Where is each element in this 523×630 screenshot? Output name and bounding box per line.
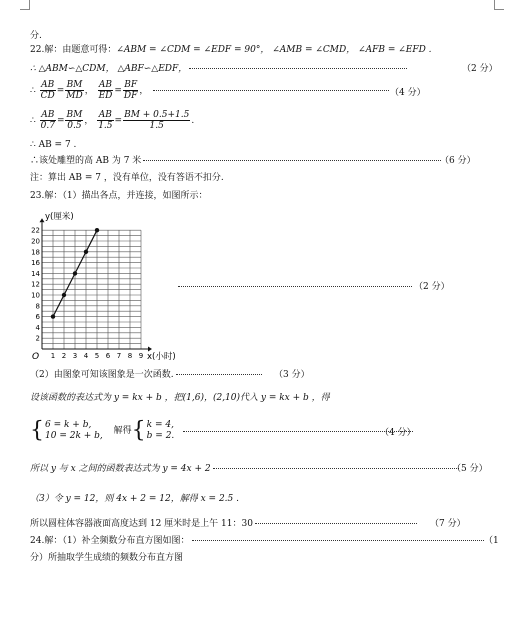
dotted-leader [143,160,441,161]
y-tick-label: 12 [31,280,40,289]
dotted-leader [213,468,459,469]
data-point [84,250,88,254]
data-point [62,293,66,297]
q23-score-2: （2 分） [414,282,450,292]
crop-mark-top-right [494,0,504,10]
top-fragment: 分. [30,31,42,41]
x-tick-label: 7 [116,352,122,360]
solve-word: 解得 [113,425,132,436]
y-tick-label: 16 [31,259,40,268]
q22-note: 注：算出 AB = 7 ，没有单位，没有答语不扣分. [30,173,224,183]
q23-score-5: （5 分） [452,464,488,474]
q22-angles: ∠ABM = ∠CDM = ∠EDF = 90°， ∠AMB = ∠CMD， ∠AFB = ∠EFD . [116,45,432,55]
q23-function: 所以 y 与 x 之间的函数表达式为 y = 4x + 2 [30,464,211,474]
frac-bf-df: $\frac{BF}{DF}$ [123,80,138,101]
q23-line4 [30,463,461,476]
frac-ab-ed: $\frac{AB}{ED}$ [98,80,113,101]
x-tick-label: 1 [50,352,56,360]
x-tick-label: 9 [138,352,144,360]
crop-mark-top-left [20,0,30,10]
q22-line2 [30,63,409,76]
x-tick-label: 3 [72,352,78,360]
y-tick-label: 18 [31,248,40,257]
q22-intro: 22.解：由题意可得： [30,45,117,55]
dotted-leader [176,374,262,375]
q24-line2: 分）所抽取学生成绩的频数分布直方图 [30,553,184,563]
q23-line3: 设该函数的表达式为 y = kx + b ，把(1,6)，(2,10)代入 y = kx + b ，得 [30,393,330,403]
q22-line3: ∴ $\frac{AB}{CD}$ = $\frac{BM}{MD}$ ， $\frac{AB}{ED}$ = $\frac{BF}{DF}$ ， [30,80,391,101]
y-tick-label: 2 [35,334,40,343]
q22-similar: ∴ △ABM∽△CDM， △ABF∽△EDF， [30,64,188,74]
dotted-leader [178,286,412,287]
dotted-leader [153,90,389,91]
y-tick-label: 8 [35,302,40,311]
q22-line6 [30,155,443,168]
x-axis-label: x(小时) [147,352,176,362]
x-tick-label: 8 [127,352,133,360]
y-tick-label: 4 [35,323,40,332]
frac-bm-05: $\frac{BM}{0.5}$ [66,110,83,131]
y-tick-label: 6 [35,313,40,322]
chart-axes [40,218,153,351]
dotted-leader [189,68,407,69]
frac-ab-15: $\frac{AB}{1.5}$ [98,110,113,131]
q23-score-4: （4 分） [380,428,416,438]
x-tick-label: 2 [61,352,67,360]
y-tick-label: 14 [31,269,40,278]
q23-score-3: （3 分） [274,370,310,380]
solution-system: k = 4, b = 2. [146,420,175,441]
x-axis-arrow [148,347,152,352]
q23-line6 [30,518,419,531]
q22-line5: ∴ AB = 7 . [30,140,77,150]
dotted-leader [192,540,484,541]
q23-line2 [30,369,264,382]
q22-score-4: （4 分） [390,88,426,98]
q22-line4: ∴ $\frac{AB}{0.7}$ = $\frac{BM}{0.5}$ ， $\frac{AB}{1.5}$ = $\frac{BM + 0.5+1.5}{1.5}$ . [30,110,195,131]
frac-bm-md: $\frac{BM}{MD}$ [66,80,83,101]
data-point [73,271,77,275]
q23-line5: （3）令 y = 12，则 4x + 2 = 12，解得 x = 2.5 . [30,494,239,504]
q23-conclusion: 所以圆柱体容器液面高度达到 12 厘米时是上午 11：30 [30,519,253,529]
y-axis-label: y(厘米) [45,212,74,222]
q24-line1 [30,535,486,548]
q23-score-7: （7 分） [430,519,466,529]
x-tick-label: 6 [105,352,111,360]
data-point [95,228,99,232]
q22-score-6: （6 分） [440,156,476,166]
x-tick-label: 4 [83,352,89,360]
dotted-leader [183,431,413,432]
graph-leader [176,281,414,294]
dotted-leader [255,523,417,524]
q24-part1: 24.解：（1）补全频数分布直方图如图： [30,536,190,546]
q23-system: {6 = k + b, 10 = 2k + b, 解得{k = 4, b = 2. [30,420,415,442]
q24-score-1: （1 [484,536,499,546]
q22-conclusion: ∴该处雕塑的高 AB 为 7 米 [30,156,142,166]
y-tick-label: 22 [31,226,40,235]
q22-line1 [30,44,432,57]
coordinate-graph [26,208,186,368]
frac-bm-sum: $\frac{BM + 0.5+1.5}{1.5}$ [124,110,190,131]
origin-label: O [32,352,40,362]
q22-score-2: （2 分） [462,64,498,74]
y-tick-label: 20 [31,237,40,246]
x-tick-label: 5 [94,352,100,360]
q23-line1: 23.解：（1）描出各点，并连接，如图所示： [30,191,208,201]
frac-ab-cd: $\frac{AB}{CD}$ [40,80,55,101]
frac-ab-07: $\frac{AB}{0.7}$ [40,110,55,131]
equation-system: 6 = k + b, 10 = 2k + b, [45,420,103,441]
chart-grid [42,230,141,349]
y-tick-label: 10 [31,291,40,300]
q23-part2: （2）由图象可知该图象是一次函数. [30,370,174,380]
data-point [51,314,55,318]
y-axis-arrow [40,218,45,222]
